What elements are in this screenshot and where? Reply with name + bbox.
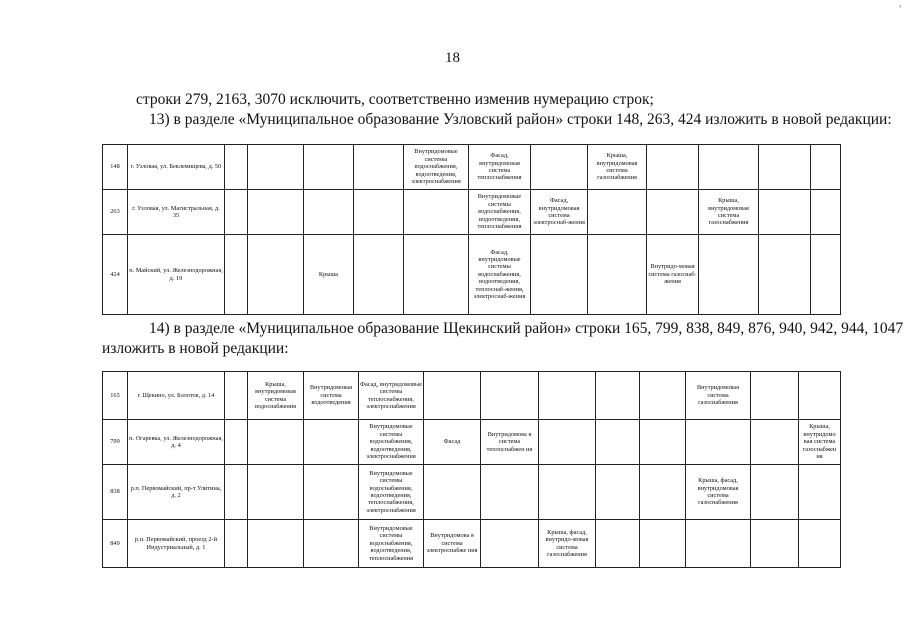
work-type-cell: [811, 190, 841, 235]
table-row: [103, 235, 841, 315]
work-type-cell: Крыша, фасад, внутридомовая система газоснабжения: [686, 465, 751, 520]
paragraph-line-4: изложить в новой редакции:: [102, 340, 289, 357]
work-type-cell: [799, 372, 841, 420]
work-type-cell: [248, 145, 304, 190]
table-shchekinsky: [102, 371, 841, 568]
work-type-cell: [531, 235, 588, 315]
work-type-cell: Фасад, внутридомовая система теплоснабжения: [469, 145, 531, 190]
work-type-cell: [596, 420, 640, 465]
work-type-cell: [539, 465, 596, 520]
work-type-cell: Крыша, фасад, внутридо-мовая система газоснабжения: [539, 520, 596, 568]
work-type-cell: [799, 520, 841, 568]
row-number-cell: 799: [103, 420, 128, 465]
work-type-cell: [481, 465, 539, 520]
row-number-cell: 165: [103, 372, 128, 420]
work-type-cell: Внутридомова я система теплоснабжен ия: [481, 420, 539, 465]
work-type-cell: [751, 465, 799, 520]
work-type-cell: [759, 145, 811, 190]
row-number-cell: 838: [103, 465, 128, 520]
address-cell: р.п. Первомайский, пр-т Улитина, д. 2: [128, 465, 225, 520]
work-type-cell: Фасад, внутридомовая система электроснаб-жения: [531, 190, 588, 235]
work-type-cell: [588, 235, 647, 315]
work-type-cell: Внутридомовые системы водоснабжения, водоотведения, теплоснабжения: [359, 520, 424, 568]
work-type-cell: [640, 420, 686, 465]
work-type-cell: [647, 190, 699, 235]
work-type-cell: [424, 372, 481, 420]
address-cell: п. Майский, ул. Железнодорожная, д. 19: [128, 235, 225, 315]
work-type-cell: [751, 520, 799, 568]
paragraph-line-3: 14) в разделе «Муниципальное образование Щекинский район» строки 165, 799, 838, 849, 876, 940, 942, 944, 1047: [149, 320, 904, 337]
work-type-cell: [640, 520, 686, 568]
work-type-cell: [404, 190, 469, 235]
work-type-cell: [248, 520, 304, 568]
address-cell: г. Узловая, ул. Магистральная, д. 35: [128, 190, 225, 235]
work-type-cell: [248, 465, 304, 520]
row-number-cell: 424: [103, 235, 128, 315]
work-type-cell: [531, 145, 588, 190]
work-type-cell: [640, 465, 686, 520]
work-type-cell: Фасад: [424, 420, 481, 465]
work-type-cell: Крыша, внутридомовая система водоснабжения: [248, 372, 304, 420]
work-type-cell: Внутридомовая система водоотведения: [304, 372, 359, 420]
table-row: [103, 190, 841, 235]
work-type-cell: [481, 520, 539, 568]
paragraph-line-2: 13) в разделе «Муниципальное образование Узловский район» строки 148, 263, 424 изложить в новой редакции:: [149, 111, 892, 128]
work-type-cell: [304, 190, 354, 235]
table-row: [103, 145, 841, 190]
work-type-cell: [539, 420, 596, 465]
table-uzlovsky: [102, 144, 841, 315]
work-type-cell: [225, 145, 248, 190]
work-type-cell: [686, 420, 751, 465]
work-type-cell: [759, 235, 811, 315]
address-cell: п. Огаревка, ул. Железнодорожная, д. 4: [128, 420, 225, 465]
work-type-cell: Внутридомовые системы водоснабжения, водоотведения, теплоснабжения: [469, 190, 531, 235]
work-type-cell: [248, 420, 304, 465]
address-cell: г. Щекино, ул. Болотов, д. 14: [128, 372, 225, 420]
work-type-cell: Фасад, внутридомовые системы водоснабжения, водоотведения, теплоснаб-жения, электроснаб-жения: [469, 235, 531, 315]
work-type-cell: [686, 520, 751, 568]
work-type-cell: Крыша, внутридомовая система газоснабжения: [699, 190, 759, 235]
work-type-cell: [481, 372, 539, 420]
work-type-cell: [596, 465, 640, 520]
work-type-cell: [539, 372, 596, 420]
work-type-cell: [304, 420, 359, 465]
work-type-cell: Крыша: [304, 235, 354, 315]
address-cell: р.п. Первомайский, проезд 2-й Индустриальный, д. 1: [128, 520, 225, 568]
table-row: [103, 520, 841, 568]
work-type-cell: [596, 520, 640, 568]
work-type-cell: [225, 190, 248, 235]
work-type-cell: Внутридомовая система газоснабжения: [686, 372, 751, 420]
paragraph-line-1: строки 279, 2163, 3070 исключить, соответственно изменив нумерацию строк;: [136, 91, 654, 108]
work-type-cell: Фасад, внутридомовые системы теплоснабжения, электроснабжения: [359, 372, 424, 420]
work-type-cell: Крыша, внутридомовая система газоснабжения: [588, 145, 647, 190]
work-type-cell: [751, 420, 799, 465]
work-type-cell: Внутридо-мовая система газоснаб-жения: [647, 235, 699, 315]
work-type-cell: [404, 235, 469, 315]
row-number-cell: 849: [103, 520, 128, 568]
work-type-cell: [811, 145, 841, 190]
corner-mark: ': [899, 4, 901, 14]
work-type-cell: Внутридомовые системы водоснабжения, водоотведения, электроснабжения: [404, 145, 469, 190]
work-type-cell: [304, 145, 354, 190]
work-type-cell: [225, 235, 248, 315]
row-number-cell: 148: [103, 145, 128, 190]
work-type-cell: [699, 235, 759, 315]
work-type-cell: [225, 465, 248, 520]
work-type-cell: [225, 520, 248, 568]
work-type-cell: [640, 372, 686, 420]
work-type-cell: [304, 520, 359, 568]
page-number: 18: [445, 50, 460, 66]
work-type-cell: [354, 190, 404, 235]
work-type-cell: [354, 235, 404, 315]
work-type-cell: [304, 465, 359, 520]
work-type-cell: [799, 465, 841, 520]
work-type-cell: [699, 145, 759, 190]
work-type-cell: Внутридомовые системы водоснабжения, водоотведения, электроснабжения: [359, 420, 424, 465]
work-type-cell: [759, 190, 811, 235]
address-cell: г. Узловая, ул. Беклемищева, д. 50: [128, 145, 225, 190]
work-type-cell: [225, 420, 248, 465]
table-row: [103, 420, 841, 465]
work-type-cell: [248, 235, 304, 315]
work-type-cell: [588, 190, 647, 235]
table-row: [103, 372, 841, 420]
work-type-cell: Крыша, внутридомо вая система газоснабжен ия: [799, 420, 841, 465]
work-type-cell: [811, 235, 841, 315]
work-type-cell: [225, 372, 248, 420]
work-type-cell: [424, 465, 481, 520]
work-type-cell: Внутридомова я система электроснабже ния: [424, 520, 481, 568]
work-type-cell: [596, 372, 640, 420]
work-type-cell: [647, 145, 699, 190]
work-type-cell: Внутридомовые системы водоснабжения, водоотведения, теплоснабжения, электроснабжения: [359, 465, 424, 520]
work-type-cell: [248, 190, 304, 235]
table-row: [103, 465, 841, 520]
row-number-cell: 263: [103, 190, 128, 235]
work-type-cell: [751, 372, 799, 420]
work-type-cell: [354, 145, 404, 190]
